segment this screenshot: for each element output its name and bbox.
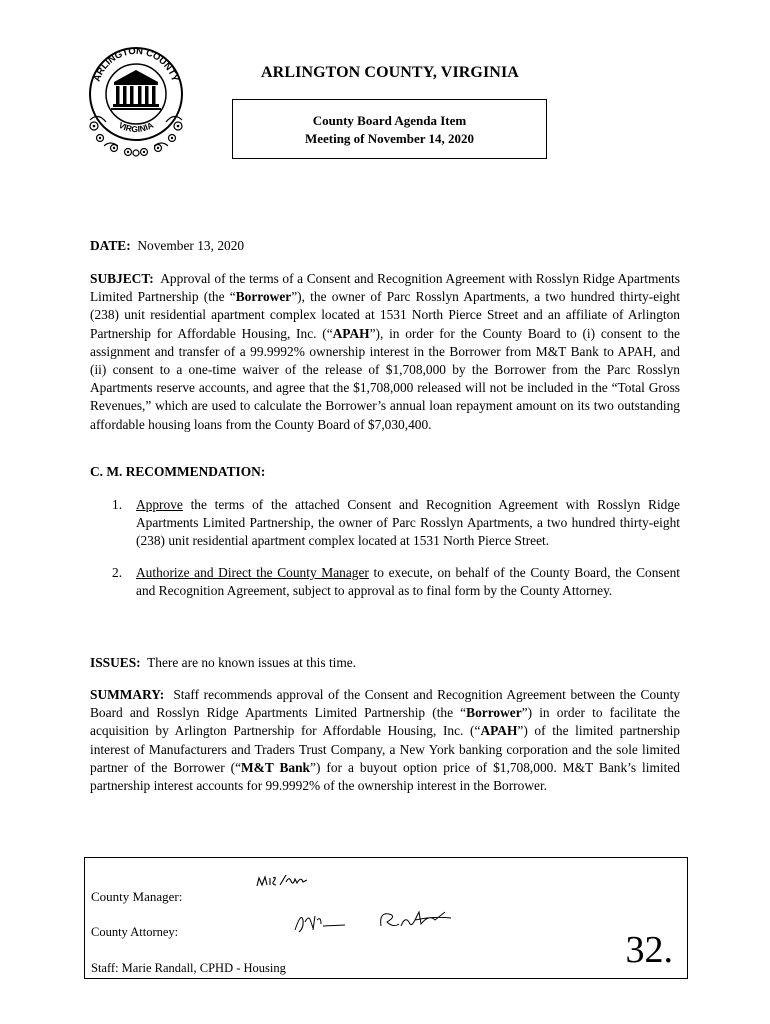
date-label: DATE: (90, 238, 131, 253)
recommendation-text: to execute, on behalf of the County Board, the Consent and Recognition Agreement, subject to approval as to final form by the County Attorney. (136, 564, 680, 598)
summary-borrower-term: Borrower (466, 705, 522, 721)
recommendation-item (90, 496, 680, 551)
recommendation-list (90, 496, 680, 613)
svg-text:VIRGINIA: VIRGINIA (117, 119, 155, 135)
issues-line (90, 654, 680, 672)
summary-paragraph (90, 686, 680, 795)
agenda-item-box (232, 99, 547, 159)
recommendation-action: Approve (136, 497, 183, 512)
signoff-box (84, 857, 688, 979)
date-line (90, 237, 680, 255)
subject-text-2: ”), the owner of Parc Rosslyn Apartments, a two hundred thirty-eight (238) unit residential apartment complex located at 1531 North Pierce Street and an affiliate of Arlington Partnership for Affordable Housing, Inc. (“ (90, 289, 680, 341)
summary-mt-bank-term: M&T Bank (241, 759, 311, 775)
subject-label: SUBJECT: (90, 271, 154, 286)
agenda-item-label: County Board Agenda Item (312, 113, 467, 128)
subject-text-3: ”), in order for the County Board to (i) consent to the assignment and transfer of a 99.9992% ownership interest in the Borrower from M&T Bank to APAH, and (ii) consent to a one-time waiver of the release of $1,708,000 by the Borrower from the Parc Rosslyn Apartments reserve accounts, and agree that the $1,708,000 released will not be included in the “Total Gross Revenues,” which are used to calculate the Borrower’s annual loan repayment amount on its two outstanding affordable housing loans from the County Board of $7,030,400. (90, 325, 680, 432)
summary-text-1: Staff recommends approval of the Consent and Recognition Agreement between the County Board and Rosslyn Ridge Apartments Limited Partnership (the “ (90, 687, 680, 721)
subject-paragraph (90, 270, 680, 434)
issues-label: ISSUES: (90, 655, 141, 670)
summary-label: SUMMARY: (90, 687, 165, 702)
county-attorney-label: County Attorney: (91, 925, 179, 939)
recommendation-number: 1. (112, 497, 123, 512)
recommendation-action: Authorize and Direct the County Manager (136, 564, 369, 580)
issues-text: There are no known issues at this time. (147, 655, 357, 670)
recommendation-text: the terms of the attached Consent and Recognition Agreement with Rosslyn Ridge Apartments Limited Partnership, the owner of Parc Rosslyn Apartments, a two hundred thirty-eight (238) unit residential apartment complex located at 1531 North Pierce Street. (136, 497, 680, 549)
date-value: November 13, 2020 (137, 238, 245, 253)
county-title: ARLINGTON COUNTY, VIRGINIA (261, 64, 519, 81)
svg-text:ARLINGTON COUNTY: ARLINGTON COUNTY (91, 45, 181, 84)
recommendation-heading-text: C. M. RECOMMENDATION: (90, 464, 266, 479)
summary-text-4: ”) for a buyout option price of $1,708,000. M&T Bank’s limited partnership interest accounts for 99.9992% of the ownership interest in the Borrower. (90, 759, 680, 794)
county-manager-initials-signature (253, 870, 313, 892)
staff-label: Staff: Marie Randall, CPHD - Housing (91, 961, 286, 975)
county-manager-label: County Manager: (91, 889, 183, 904)
agenda-item-number: 32. (625, 929, 673, 971)
subject-borrower-term: Borrower (235, 289, 292, 305)
county-attorney-signature-1 (291, 908, 351, 938)
subject-text-1: Approval of the terms of a Consent and Recognition Agreement with Rosslyn Ridge Apartments Limited Partnership (the “ (90, 271, 680, 305)
recommendation-heading (90, 463, 680, 481)
summary-apah-term: APAH (480, 723, 518, 739)
summary-text-2: ”) in order to facilitate the acquisition by Arlington Partnership for Affordable Housing, Inc. (“ (90, 705, 681, 739)
recommendation-item (90, 564, 680, 600)
county-attorney-signature-2 (375, 906, 455, 936)
subject-apah-term: APAH (332, 325, 370, 341)
summary-text-3: ”) of the limited partnership interest of Manufacturers and Traders Trust Company, a New York banking corporation and the sole limited partner of the Borrower (“ (90, 723, 680, 775)
arlington-county-seal (84, 42, 188, 162)
recommendation-number: 2. (112, 564, 123, 580)
meeting-date-label: Meeting of November 14, 2020 (304, 131, 475, 146)
